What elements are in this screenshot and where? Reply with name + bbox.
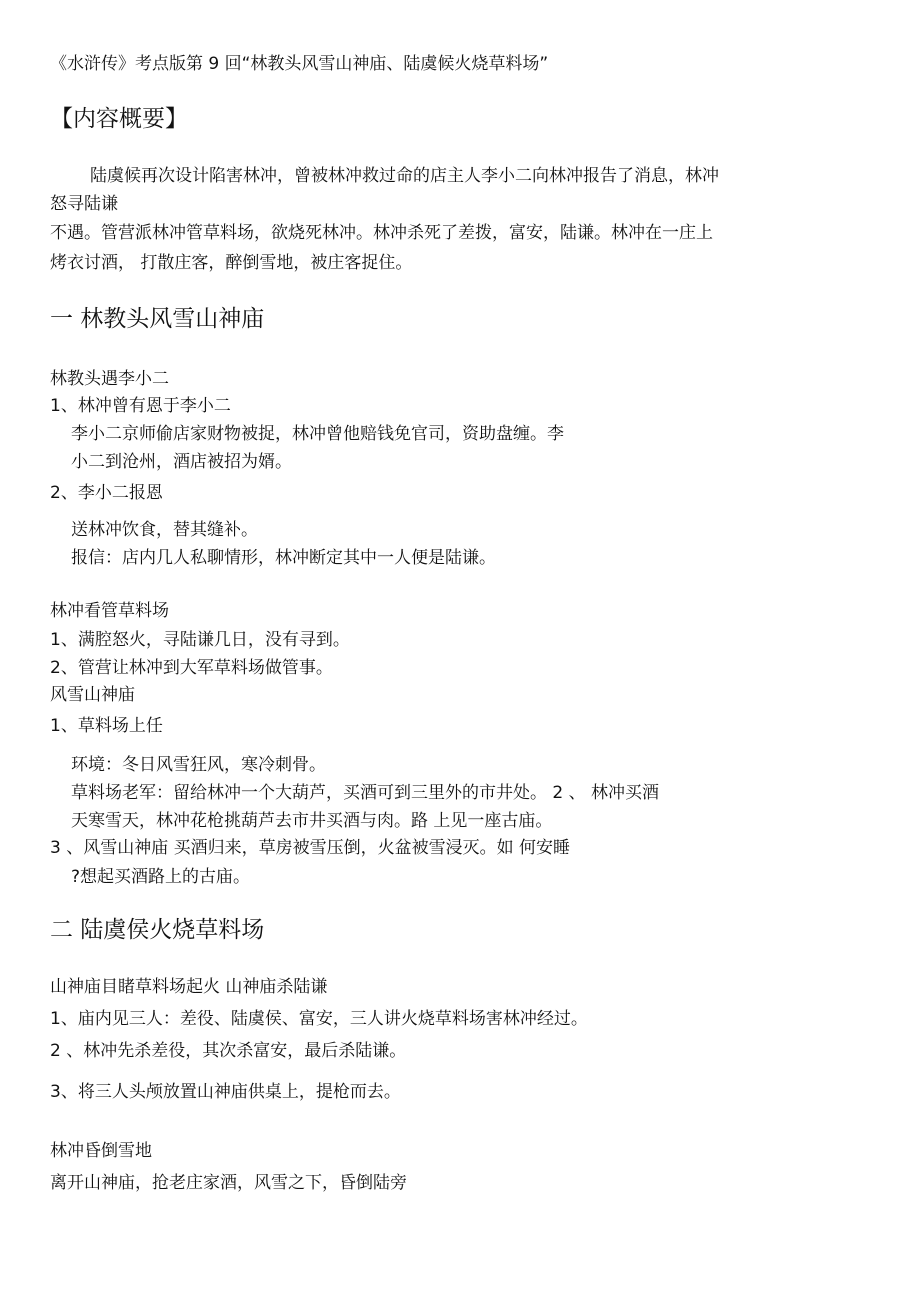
body-line: 草料场老军：留给林冲一个大葫芦，买酒可到三里外的市井处。 2 、 林冲买酒: [71, 783, 660, 803]
body-line: 送林冲饮食，替其缝补。: [71, 520, 258, 540]
body-line: 环境：冬日风雪狂风，寒冷刺骨。: [71, 755, 326, 775]
summary-line: 不遇。管营派林冲管草料场，欲烧死林冲。林冲杀死了差拨，富安，陆谦。林冲在一庄上: [50, 223, 713, 243]
summary-line: 陆虞候再次设计陷害林冲，曾被林冲救过命的店主人李小二向林冲报告了消息，林冲: [90, 166, 719, 186]
list-item: 1、满腔怒火，寻陆谦几日，没有寻到。: [50, 630, 350, 650]
subheading: 林教头遇李小二: [50, 369, 169, 389]
subheading: 风雪山神庙: [50, 685, 135, 705]
subheading: 林冲看管草料场: [50, 601, 169, 621]
list-item: 3、将三人头颅放置山神庙供桌上，提枪而去。: [50, 1082, 401, 1102]
summary-line: 烤衣讨酒， 打散庄客，醉倒雪地，被庄客捉住。: [50, 253, 413, 273]
body-line: 天寒雪天，林冲花枪挑葫芦去市井买酒与肉。路 上见一座古庙。: [71, 811, 553, 831]
list-item: 3 、风雪山神庙 买酒归来，草房被雪压倒，火盆被雪浸灭。如 何安睡: [50, 838, 571, 858]
list-item: 1、庙内见三人：差役、陆虞侯、富安，三人讲火烧草料场害林冲经过。: [50, 1009, 588, 1029]
subheading: 山神庙目睹草料场起火 山神庙杀陆谦: [50, 977, 328, 997]
list-item: 2 、林冲先杀差役，其次杀富安，最后杀陆谦。: [50, 1041, 407, 1061]
document-title: 《水浒传》考点版第 9 回“林教头风雪山神庙、陆虞候火烧草料场”: [50, 54, 549, 74]
list-item: 1、草料场上任: [50, 716, 163, 736]
subheading: 林冲昏倒雪地: [50, 1141, 152, 1161]
body-line: 李小二京师偷店家财物被捉，林冲曾他赔钱免官司，资助盘缠。李: [71, 424, 564, 444]
body-line: 报信：店内几人私聊情形，林冲断定其中一人便是陆谦。: [71, 548, 496, 568]
summary-heading: 【内容概要】: [50, 106, 188, 132]
body-line: ?想起买酒路上的古庙。: [71, 867, 251, 887]
list-item: 1、林冲曾有恩于李小二: [50, 396, 231, 416]
section-heading: 二 陆虞侯火烧草料场: [50, 917, 265, 943]
list-item: 2、李小二报恩: [50, 483, 163, 503]
section-heading: 一 林教头风雪山神庙: [50, 306, 265, 332]
summary-line: 怒寻陆谦: [50, 194, 118, 214]
body-line: 离开山神庙，抢老庄家酒，风雪之下，昏倒陆旁: [50, 1173, 407, 1193]
body-line: 小二到沧州，酒店被招为婿。: [71, 452, 292, 472]
list-item: 2、管营让林冲到大军草料场做管事。: [50, 658, 333, 678]
